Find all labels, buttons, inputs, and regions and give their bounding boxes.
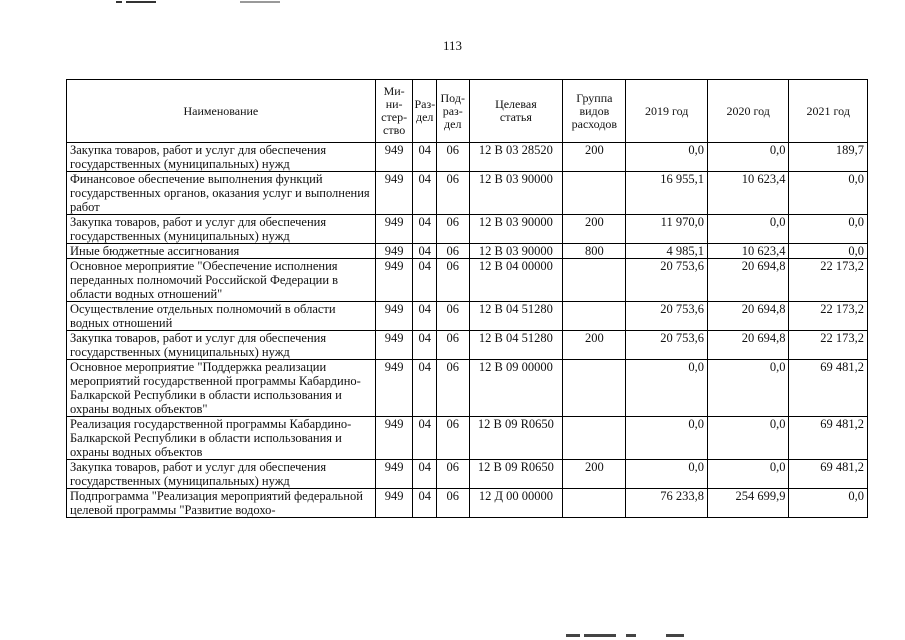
- cell-section: 04: [413, 331, 436, 360]
- cell-y2019: 0,0: [626, 360, 708, 417]
- cell-y2021: 22 173,2: [789, 331, 868, 360]
- table-row: [67, 244, 868, 259]
- header-section: Раз- дел: [413, 80, 436, 143]
- cell-group: 200: [563, 331, 626, 360]
- cell-name: Закупка товаров, работ и услуг для обеспечения государственных (муниципальных) нужд: [67, 143, 376, 172]
- cell-y2021: 0,0: [789, 215, 868, 244]
- table-row: [67, 302, 868, 331]
- table-row: [67, 360, 868, 417]
- cell-name: Реализация государственной программы Кабардино-Балкарской Республики в области использования и охраны водных объектов: [67, 417, 376, 460]
- page-number: 113: [442, 38, 463, 53]
- cell-ministry: 949: [375, 417, 413, 460]
- cell-y2021: 69 481,2: [789, 460, 868, 489]
- cell-group: 200: [563, 143, 626, 172]
- cell-target: 12 В 09 00000: [469, 360, 563, 417]
- cell-target: 12 В 09 R0650: [469, 460, 563, 489]
- cell-y2019: 76 233,8: [626, 489, 708, 518]
- cell-section: 04: [413, 302, 436, 331]
- cell-section: 04: [413, 259, 436, 302]
- cell-subsection: 06: [436, 331, 469, 360]
- bottom-scan-marks: [0, 632, 905, 640]
- cell-section: 04: [413, 360, 436, 417]
- cell-group: [563, 360, 626, 417]
- table-row: [67, 215, 868, 244]
- cell-y2019: 16 955,1: [626, 172, 708, 215]
- cell-section: 04: [413, 244, 436, 259]
- cell-name: Закупка товаров, работ и услуг для обеспечения государственных (муниципальных) нужд: [67, 215, 376, 244]
- cell-name: Финансовое обеспечение выполнения функций государственных органов, оказания услуг и выполнения работ: [67, 172, 376, 215]
- cell-ministry: 949: [375, 360, 413, 417]
- cell-y2019: 11 970,0: [626, 215, 708, 244]
- cell-y2019: 20 753,6: [626, 331, 708, 360]
- cell-name: Закупка товаров, работ и услуг для обеспечения государственных (муниципальных) нужд: [67, 460, 376, 489]
- cell-group: 200: [563, 215, 626, 244]
- header-target: Целевая статья: [469, 80, 563, 143]
- table-row: [67, 259, 868, 302]
- cell-target: 12 В 04 00000: [469, 259, 563, 302]
- cell-y2020: 0,0: [707, 143, 789, 172]
- cell-y2020: 10 623,4: [707, 172, 789, 215]
- header-2020: 2020 год: [707, 80, 789, 143]
- top-scan-marks: [0, 0, 905, 6]
- cell-y2020: 20 694,8: [707, 259, 789, 302]
- cell-y2020: 0,0: [707, 417, 789, 460]
- cell-y2021: 22 173,2: [789, 302, 868, 331]
- cell-y2021: 0,0: [789, 244, 868, 259]
- cell-group: [563, 172, 626, 215]
- cell-ministry: 949: [375, 244, 413, 259]
- cell-name: Закупка товаров, работ и услуг для обеспечения государственных (муниципальных) нужд: [67, 331, 376, 360]
- cell-name: Основное мероприятие "Обеспечение исполнения переданных полномочий Российской Федерации в области водных отношений": [67, 259, 376, 302]
- cell-section: 04: [413, 417, 436, 460]
- cell-group: [563, 259, 626, 302]
- cell-target: 12 Д 00 00000: [469, 489, 563, 518]
- cell-name: Основное мероприятие "Поддержка реализации мероприятий государственной программы Кабардино-Балкарской Республики в области использования и охраны водных объектов": [67, 360, 376, 417]
- cell-ministry: 949: [375, 331, 413, 360]
- cell-subsection: 06: [436, 489, 469, 518]
- cell-ministry: 949: [375, 172, 413, 215]
- table-row: [67, 460, 868, 489]
- cell-section: 04: [413, 489, 436, 518]
- table-row: [67, 143, 868, 172]
- cell-section: 04: [413, 215, 436, 244]
- cell-target: 12 В 03 28520: [469, 143, 563, 172]
- cell-subsection: 06: [436, 360, 469, 417]
- cell-group: [563, 302, 626, 331]
- table-body: [67, 143, 868, 518]
- cell-subsection: 06: [436, 215, 469, 244]
- cell-y2019: 0,0: [626, 417, 708, 460]
- cell-y2021: 22 173,2: [789, 259, 868, 302]
- cell-y2020: 0,0: [707, 215, 789, 244]
- cell-ministry: 949: [375, 259, 413, 302]
- header-name: Наименование: [67, 80, 376, 143]
- cell-y2021: 189,7: [789, 143, 868, 172]
- header-2021: 2021 год: [789, 80, 868, 143]
- cell-group: [563, 489, 626, 518]
- cell-y2020: 254 699,9: [707, 489, 789, 518]
- cell-subsection: 06: [436, 143, 469, 172]
- cell-subsection: 06: [436, 417, 469, 460]
- header-subsection: Под- раз- дел: [436, 80, 469, 143]
- cell-subsection: 06: [436, 259, 469, 302]
- cell-name: Иные бюджетные ассигнования: [67, 244, 376, 259]
- cell-subsection: 06: [436, 172, 469, 215]
- cell-y2020: 20 694,8: [707, 331, 789, 360]
- table-row: [67, 489, 868, 518]
- cell-y2019: 0,0: [626, 460, 708, 489]
- cell-target: 12 В 09 R0650: [469, 417, 563, 460]
- cell-group: 200: [563, 460, 626, 489]
- cell-y2020: 0,0: [707, 360, 789, 417]
- cell-name: Осуществление отдельных полномочий в области водных отношений: [67, 302, 376, 331]
- table-row: [67, 172, 868, 215]
- cell-subsection: 06: [436, 302, 469, 331]
- cell-group: [563, 417, 626, 460]
- table-row: [67, 331, 868, 360]
- cell-ministry: 949: [375, 215, 413, 244]
- cell-y2021: 69 481,2: [789, 360, 868, 417]
- cell-section: 04: [413, 143, 436, 172]
- cell-target: 12 В 04 51280: [469, 331, 563, 360]
- cell-target: 12 В 03 90000: [469, 215, 563, 244]
- cell-section: 04: [413, 460, 436, 489]
- cell-y2020: 20 694,8: [707, 302, 789, 331]
- cell-target: 12 В 03 90000: [469, 172, 563, 215]
- cell-y2019: 0,0: [626, 143, 708, 172]
- cell-name: Подпрограмма "Реализация мероприятий федеральной целевой программы "Развитие водохо-: [67, 489, 376, 518]
- cell-y2020: 0,0: [707, 460, 789, 489]
- cell-target: 12 В 04 51280: [469, 302, 563, 331]
- cell-ministry: 949: [375, 489, 413, 518]
- cell-y2019: 20 753,6: [626, 259, 708, 302]
- table-header-row: [67, 80, 868, 143]
- cell-y2019: 20 753,6: [626, 302, 708, 331]
- cell-ministry: 949: [375, 460, 413, 489]
- cell-y2021: 69 481,2: [789, 417, 868, 460]
- cell-y2019: 4 985,1: [626, 244, 708, 259]
- budget-table: [66, 79, 868, 518]
- cell-subsection: 06: [436, 244, 469, 259]
- header-2019: 2019 год: [626, 80, 708, 143]
- cell-subsection: 06: [436, 460, 469, 489]
- cell-y2020: 10 623,4: [707, 244, 789, 259]
- header-ministry: Ми- ни- стер- ство: [375, 80, 413, 143]
- cell-ministry: 949: [375, 302, 413, 331]
- cell-target: 12 В 03 90000: [469, 244, 563, 259]
- table-row: [67, 417, 868, 460]
- cell-group: 800: [563, 244, 626, 259]
- cell-y2021: 0,0: [789, 489, 868, 518]
- header-group: Группа видов расходов: [563, 80, 626, 143]
- cell-ministry: 949: [375, 143, 413, 172]
- cell-section: 04: [413, 172, 436, 215]
- cell-y2021: 0,0: [789, 172, 868, 215]
